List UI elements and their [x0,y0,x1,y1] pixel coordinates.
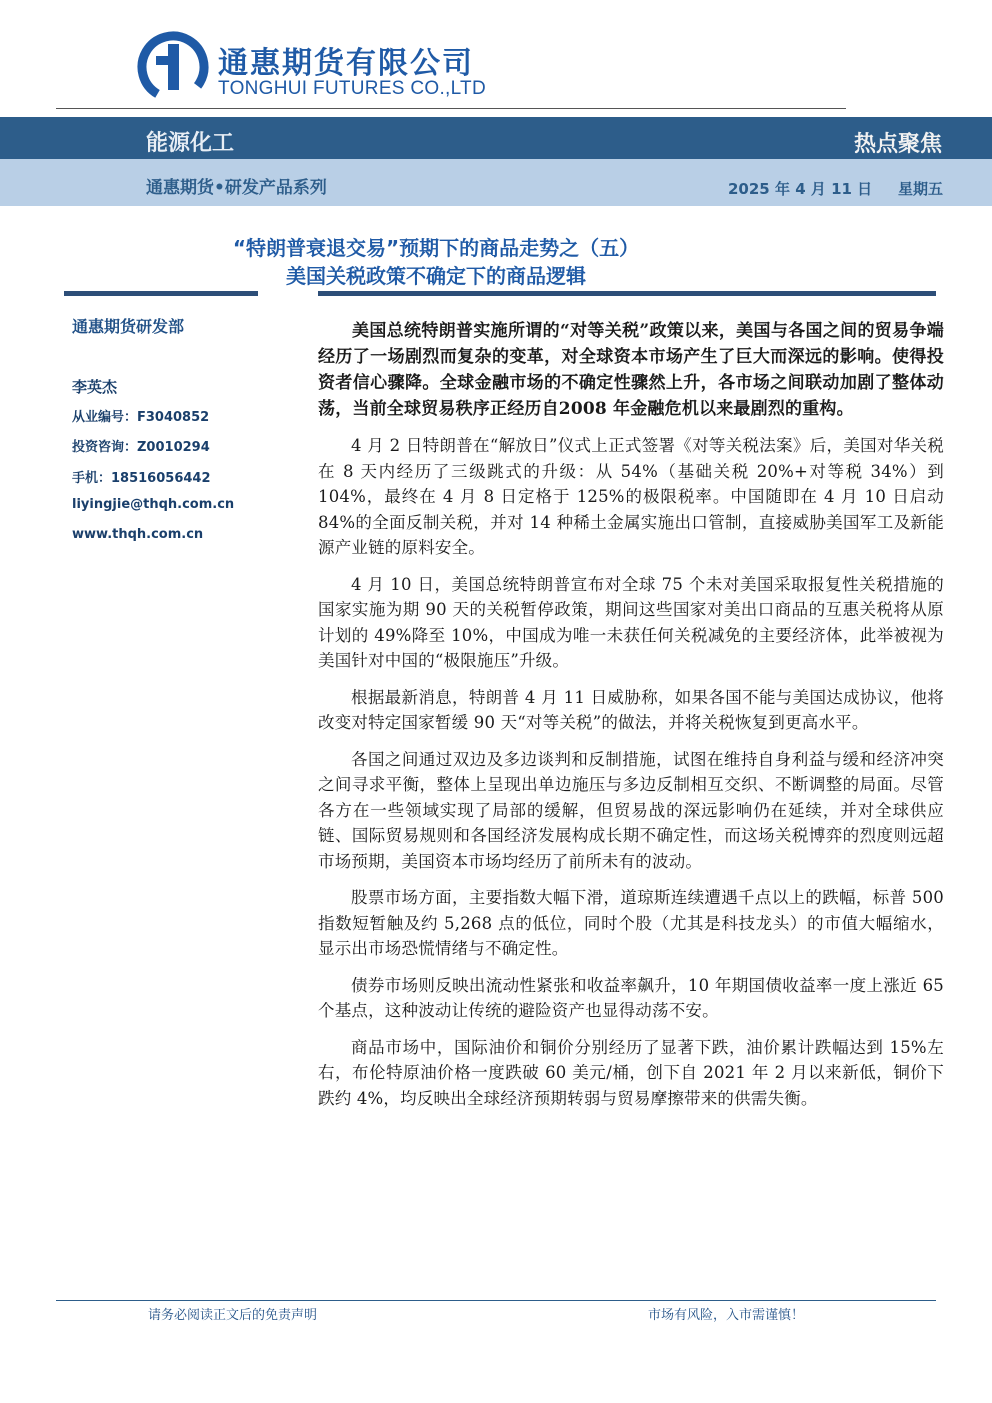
series-label: 通惠期货•研发产品系列 [146,178,327,198]
report-body [318,318,944,1122]
analyst-name: 李英杰 [72,378,118,396]
paragraph-summary: 美国总统特朗普实施所谓的“对等关税”政策以来，美国与各国之间的贸易争端经历了一场剧烈而复杂的变革，对全球资本市场产生了巨大而深远的影响。使得投资者信心骤降。全球金融市场的不确定性骤然上升，各市场之间联动加剧了整体动荡，当前全球贸易秩序正经历自2008 年金融危机以来最剧烈的重构。 [318,321,944,419]
analyst-email[interactable]: liyingjie@thqh.com.cn [72,497,235,512]
paragraph: 根据最新消息，特朗普 4 月 11 日威胁称，如果各国不能与美国达成协议，他将改变对特定国家暂缓 90 天“对等关税”的做法，并将关税恢复到更高水平。 [318,687,944,732]
company-name-cn: 通惠期货有限公司 [218,46,474,81]
sidebar-divider [64,291,258,296]
analyst-invest-number: 投资咨询：Z0010294 [72,440,210,455]
report-title-line-2: 美国关税政策不确定下的商品逻辑 [286,264,586,288]
title-divider [318,291,936,296]
disclaimer-notice: 请务必阅读正文后的免责声明 [148,1308,318,1323]
risk-warning: 市场有风险，入市需谨慎！ [648,1308,805,1323]
paragraph: 各国之间通过双边及多边谈判和反制措施，试图在维持自身利益与缓和经济冲突之间寻求平衡，整体上呈现出单边施压与多边反制相互交织、不断调整的局面。尽管各方在一些领域实现了局部的缓解，但贸易战的深远影响仍在延续，并对全球供应链、国际贸易规则和各国经济发展构成长期不确定性，而这场关税博弈的烈度则远超市场预期，美国资本市场均经历了前所未有的波动。 [318,749,944,871]
company-name-en: TONGHUI FUTURES CO.,LTD [218,78,486,99]
paragraph: 商品市场中，国际油价和铜价分别经历了显著下跌，油价累计跌幅达到 15%左右，布伦特原油价格一度跌破 60 美元/桶，创下自 2021 年 2 月以来新低，铜价下跌约 4%，均反映出全球经济预期转弱与贸易摩擦带来的供需失衡。 [318,1037,944,1108]
company-website[interactable]: www.thqh.com.cn [72,527,204,542]
header-divider [56,108,846,109]
company-logo-icon [136,30,210,104]
report-title-line-1: “特朗普衰退交易”预期下的商品走势之（五） [232,236,640,260]
footer-divider [56,1300,936,1301]
paragraph: 4 月 10 日，美国总统特朗普宣布对全球 75 个未对美国采取报复性关税措施的国家实施为期 90 天的关税暂停政策，期间这些国家对美出口商品的互惠关税将从原计划的 49%降至 10%，中国成为唯一未获任何关税减免的主要经济体，此举被视为美国针对中国的“极限施压”升级。 [318,574,944,670]
sector-label: 能源化工 [146,131,235,156]
analyst-cert-number: 从业编号：F3040852 [72,410,210,425]
paragraph: 债券市场则反映出流动性紧张和收益率飙升，10 年期国债收益率一度上涨近 65 个基点，这种波动让传统的避险资产也显得动荡不安。 [318,975,944,1020]
paragraph: 股票市场方面，主要指数大幅下滑，道琼斯连续遭遇千点以上的跌幅，标普 500 指数短暂触及约 5,268 点的低位，同时个股（尤其是科技龙头）的市值大幅缩水，显示出市场恐慌情绪与不确定性。 [318,888,944,958]
department-name: 通惠期货研发部 [72,317,185,336]
paragraph: 4 月 2 日特朗普在“解放日”仪式上正式签署《对等关税法案》后，美国对华关税在 8 天内经历了三级跳式的升级：从 54%（基础关税 20%+对等税 34%）到 104%，最终在 4 月 8 日定格于 125%的极限税率。中国随即在 4 月 10 日启动 84%的全面反制关税，并对 14 种稀土金属实施出口管制，直接威胁美国军工及新能源产业链的原料安全。 [318,436,944,557]
report-date: 2025 年 4 月 11 日 [728,180,873,198]
analyst-phone: 手机：18516056442 [72,471,211,486]
focus-label: 热点聚焦 [853,132,942,157]
report-weekday: 星期五 [898,180,944,198]
